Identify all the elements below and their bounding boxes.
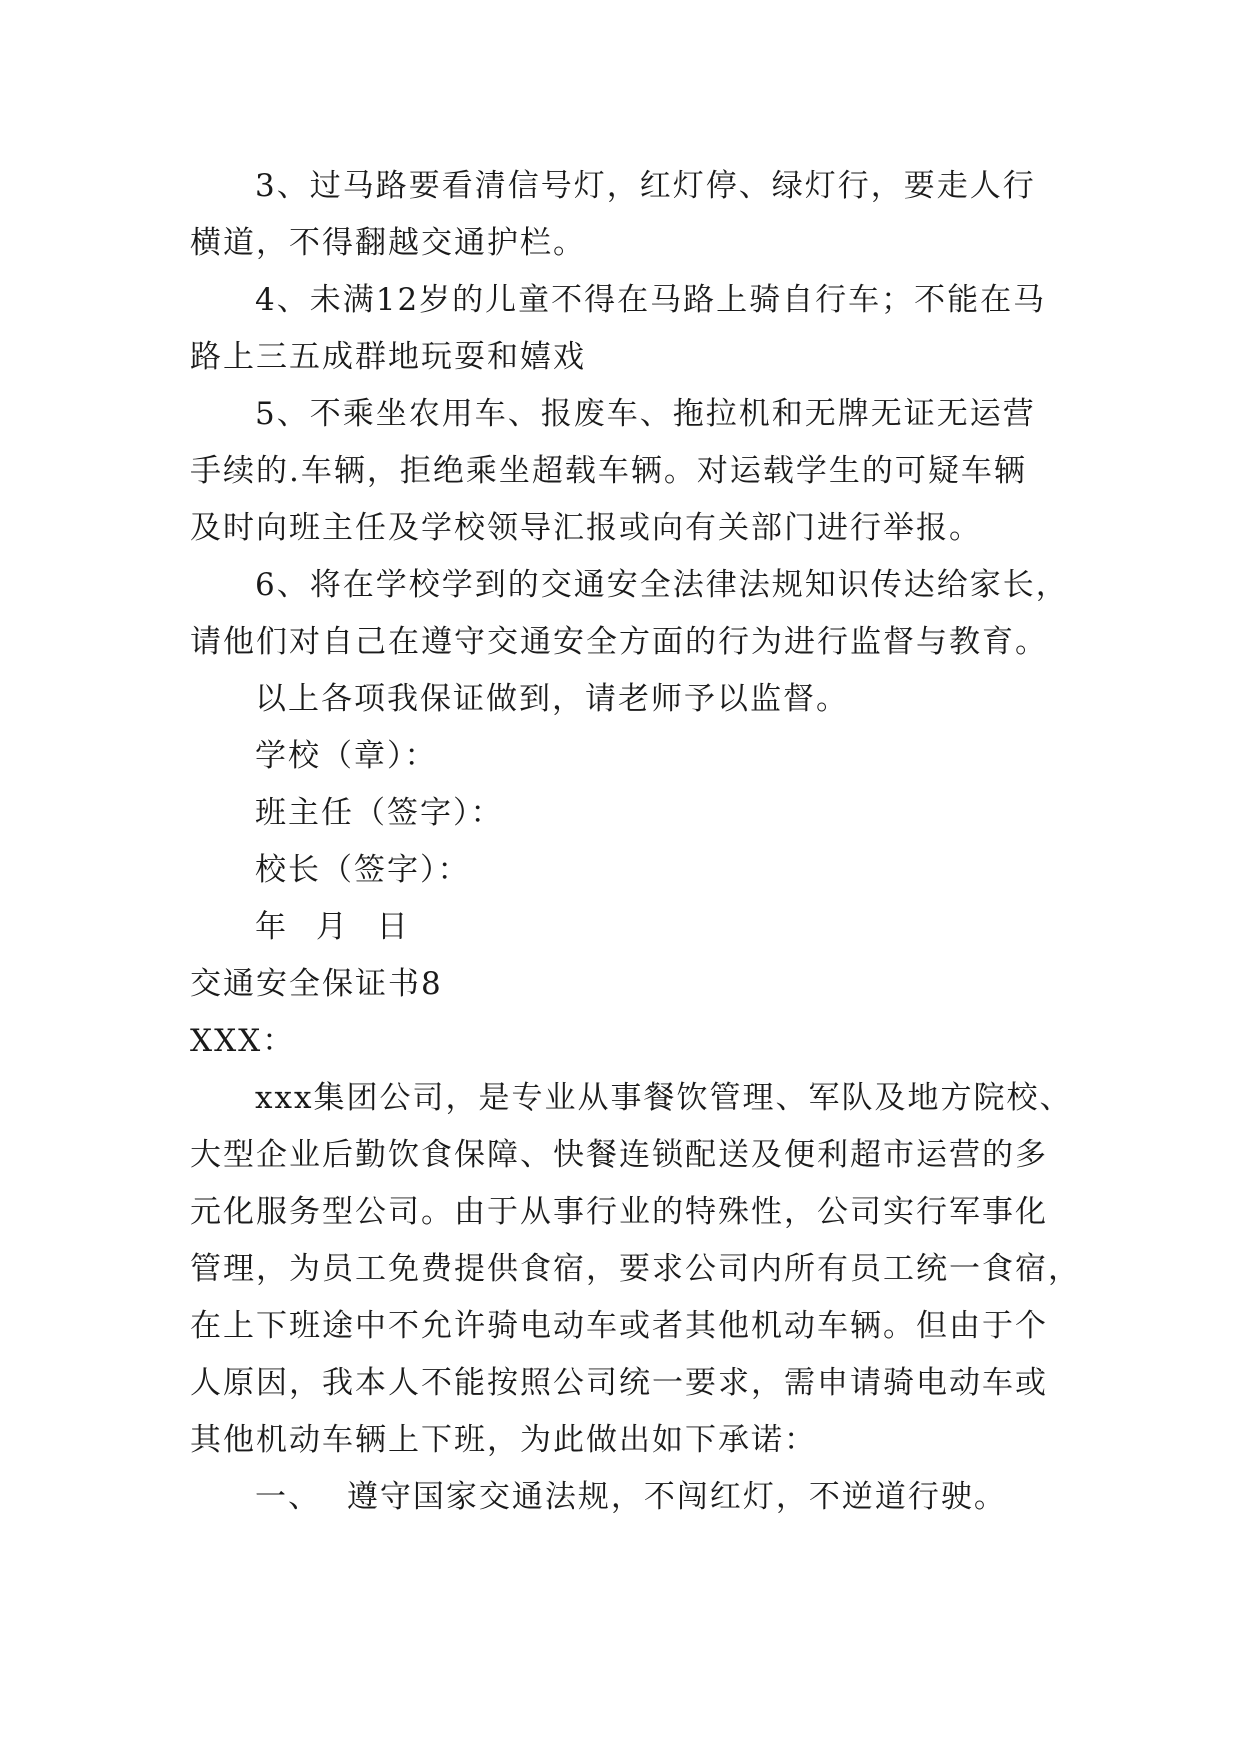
body-line-5: 在上下班途中不允许骑电动车或者其他机动车辆。但由于个 — [190, 1308, 1048, 1344]
rule-6-line-2: 请他们对自己在遵守交通安全方面的行为进行监督与教育。 — [190, 624, 1048, 660]
rule-4-line-1: 4、未满12岁的儿童不得在马路上骑自行车；不能在马 — [255, 282, 1047, 318]
rule-5-line-3: 及时向班主任及学校领导汇报或向有关部门进行举报。 — [190, 510, 982, 546]
promise-item-1: 一、 遵守国家交通法规，不闯红灯，不逆道行驶。 — [255, 1479, 1007, 1515]
principal-signature-label: 校长（签字）： — [255, 852, 471, 888]
body-line-4: 管理，为员工免费提供食宿，要求公司内所有员工统一食宿， — [190, 1251, 1081, 1287]
document-page — [190, 158, 1081, 1526]
rule-4-line-2: 路上三五成群地玩耍和嬉戏 — [190, 339, 586, 375]
school-seal-label: 学校（章）： — [255, 738, 438, 774]
body-line-2: 大型企业后勤饮食保障、快餐连锁配送及便利超市运营的多 — [190, 1137, 1048, 1173]
body-line-1: xxx集团公司，是专业从事餐饮管理、军队及地方院校、 — [255, 1080, 1073, 1116]
date-label: 年 月 日 — [255, 909, 410, 945]
rule-3-line-1: 3、过马路要看清信号灯，红灯停、绿灯行，要走人行 — [255, 168, 1036, 204]
body-line-6: 人原因，我本人不能按照公司统一要求，需申请骑电动车或 — [190, 1365, 1048, 1401]
body-line-3: 元化服务型公司。由于从事行业的特殊性，公司实行军事化 — [190, 1194, 1048, 1230]
rule-5-line-1: 5、不乘坐农用车、报废车、拖拉机和无牌无证无运营 — [255, 396, 1036, 432]
guarantee-statement: 以上各项我保证做到，请老师予以监督。 — [255, 681, 849, 717]
body-line-7: 其他机动车辆上下班，为此做出如下承诺： — [190, 1422, 817, 1458]
teacher-signature-label: 班主任（签字）： — [255, 795, 504, 831]
rule-5-line-2: 手续的.车辆，拒绝乘坐超载车辆。对运载学生的可疑车辆 — [190, 453, 1027, 489]
rule-6-line-1: 6、将在学校学到的交通安全法律法规知识传达给家长， — [255, 567, 1069, 603]
salutation: XXX： — [190, 1023, 296, 1059]
section-title: 交通安全保证书8 — [190, 966, 443, 1002]
rule-3-line-2: 横道，不得翻越交通护栏。 — [190, 225, 586, 261]
